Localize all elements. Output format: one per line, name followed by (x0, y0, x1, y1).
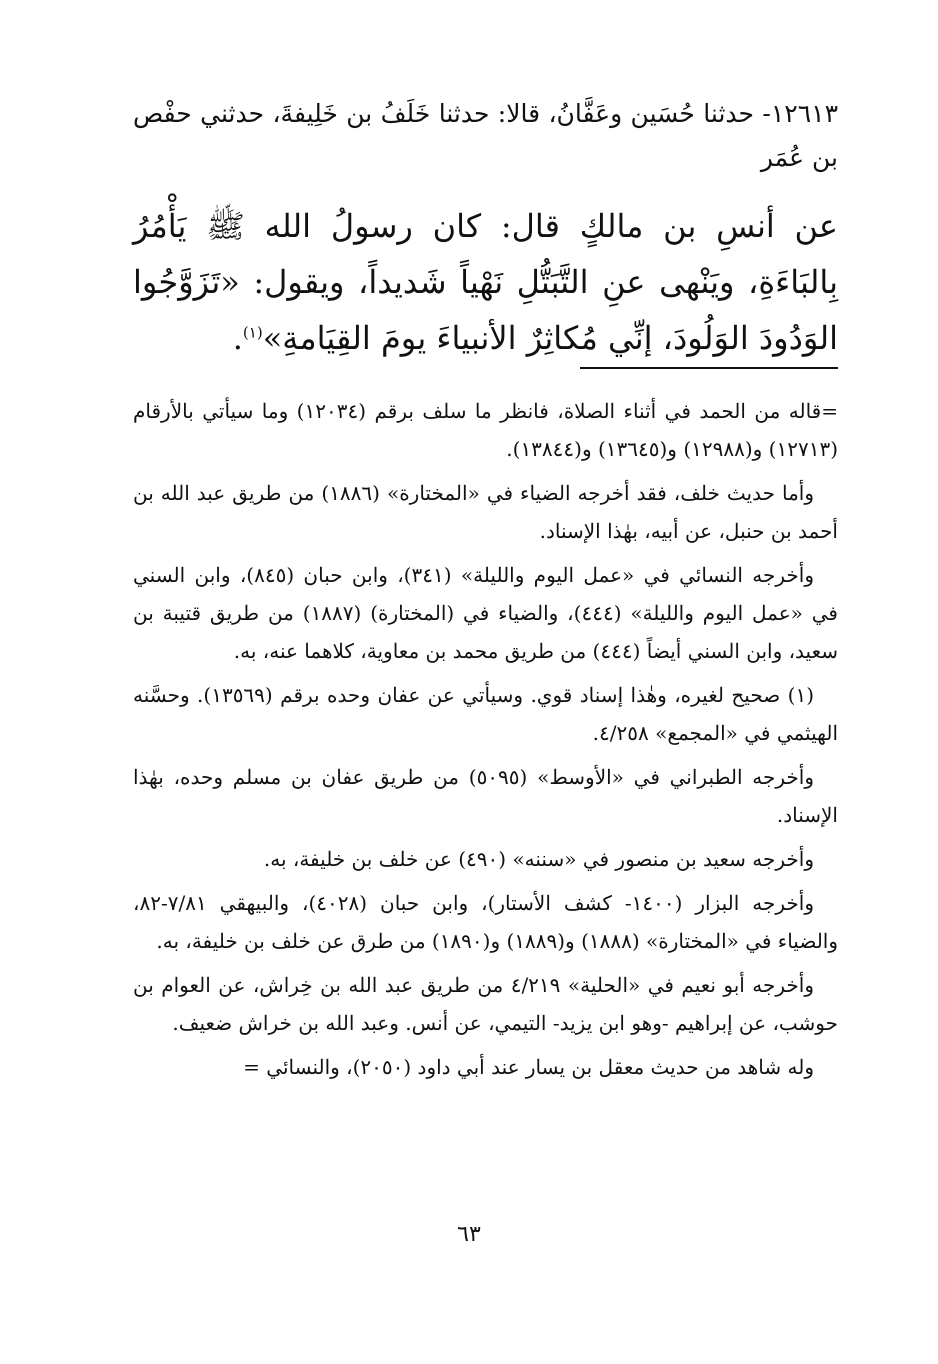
footnote-paragraph: =قاله من الحمد في أثناء الصلاة، فانظر ما سلف برقم (١٢٠٣٤) وما سيأتي بالأرقام (١٢٧١٣) و(١٢٩٨٨) و(١٣٦٤٥) و(١٣٨٤٤). (133, 399, 838, 461)
footnote-paragraph: وأخرجه النسائي في «عمل اليوم والليلة» (٣٤١)، وابن حبان (٨٤٥)، وابن السني في «عمل اليوم والليلة» (٤٤٤)، والضياء في (المختارة) (١٨٨٧) من طريق قتيبة بن سعيد، وابن السني أيضاً (٤٤٤) من طريق محمد بن معاوية، كلاهما عنه، به. (133, 563, 838, 663)
footnotes (133, 392, 838, 1092)
hadith-matn (133, 198, 838, 366)
hadith-matn-end: . (232, 319, 243, 357)
footnote-paragraph: وأخرجه الطبراني في «الأوسط» (٥٠٩٥) من طريق عفان بن مسلم وحده، بهٰذا الإسناد. (133, 765, 838, 827)
footnote-paragraph: وله شاهد من حديث معقل بن يسار عند أبي داود (٢٠٥٠)، والنسائي = (243, 1055, 814, 1079)
footnote-paragraph: وأخرجه أبو نعيم في «الحلية» ٤/٢١٩ من طريق عبد الله بن خِراش، عن العوام بن حوشب، عن إبراهيم -وهو ابن يزيد- التيمي، عن أنس. وعبد الله بن خراش ضعيف. (133, 973, 838, 1035)
hadith-isnad: ١٢٦١٣- حدثنا حُسَين وعَفَّانُ، قالا: حدثنا خَلَفُ بن خَلِيفةَ، حدثني حفْص بن عُمَر (133, 99, 839, 172)
footnote-paragraph: وأخرجه البزار (١٤٠٠- كشف الأستار)، وابن حبان (٤٠٢٨)، والبيهقي ٧/٨١-٨٢، والضياء في «المختارة» (١٨٨٨) و(١٨٨٩) و(١٨٩٠) من طرق عن خلف بن خليفة، به. (133, 891, 838, 953)
hadith-matn-text: عن أنسِ بن مالكٍ قال: كان رسولُ الله ﷺ يَأْمُرُ بِالبَاءَةِ، ويَنْهى عنِ التَّبَتُّلِ نَهْياً شَديداً، ويقول: «تَزَوَّجُوا الوَدُودَ الوَلُودَ، إنِّي مُكاثِرٌ الأنبياءَ يومَ القِيَامةِ» (133, 207, 838, 357)
footnote-paragraph: وأما حديث خلف، فقد أخرجه الضياء في «المختارة» (١٨٨٦) من طريق عبد الله بن أحمد بن حنبل، عن أبيه، بهٰذا الإسناد. (133, 481, 838, 543)
footnote-paragraph: وأخرجه سعيد بن منصور في «سننه» (٤٩٠) عن خلف بن خليفة، به. (263, 847, 814, 871)
footnote-marker: (١) (242, 323, 263, 342)
page-number: ٦٣ (457, 1222, 481, 1247)
footnote-separator (580, 367, 838, 369)
footnote-paragraph: (١) صحيح لغيره، وهٰذا إسناد قوي. وسيأتي عن عفان وحده برقم (١٣٥٦٩). وحسَّنه الهيثمي في «المجمع» ٤/٢٥٨. (133, 683, 838, 745)
